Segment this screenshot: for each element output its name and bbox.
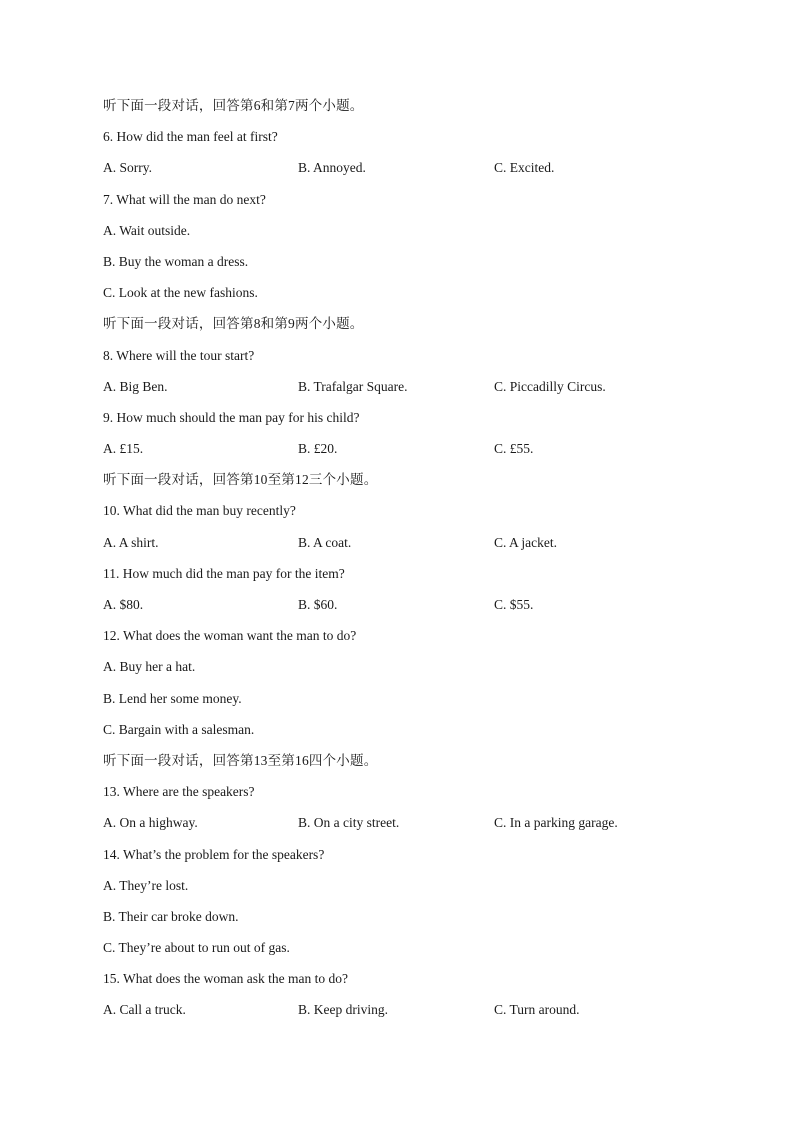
options-row-11 (103, 595, 723, 626)
option-a: A. They’re lost. (103, 877, 189, 893)
options-row-6 (103, 158, 723, 189)
question-11: 11. How much did the man pay for the item? (103, 565, 345, 581)
section-instruction: 听下面一段对话，回答第8和第9两个小题。 (103, 316, 364, 332)
options-row-15 (103, 1000, 723, 1031)
option-b: B. Their car broke down. (103, 908, 239, 924)
option-c: C. Look at the new fashions. (103, 285, 258, 301)
section-instruction: 听下面一段对话，回答第13至第16四个小题。 (103, 752, 378, 768)
option-b: B. Buy the woman a dress. (103, 253, 249, 269)
question-10: 10. What did the man buy recently? (103, 503, 296, 519)
question-13: 13. Where are the speakers? (103, 784, 255, 800)
question-6: 6. How did the man feel at first? (103, 129, 278, 145)
option-c: C. £55. (494, 441, 534, 457)
options-row-13 (103, 813, 723, 844)
option-a: A. Big Ben. (103, 378, 168, 394)
option-a: A. Call a truck. (103, 1002, 186, 1018)
option-b: B. £20. (298, 441, 338, 457)
question-8: 8. Where will the tour start? (103, 347, 255, 363)
option-b: B. Lend her some money. (103, 690, 242, 706)
section-instruction: 听下面一段对话，回答第10至第12三个小题。 (103, 472, 378, 488)
question-9: 9. How much should the man pay for his child? (103, 409, 360, 425)
option-a: A. A shirt. (103, 534, 159, 550)
option-b: B. $60. (298, 597, 338, 612)
option-c: C. Bargain with a salesman. (103, 721, 255, 737)
option-c: C. They’re about to run out of gas. (103, 940, 290, 956)
option-a: A. On a highway. (103, 815, 198, 831)
section-instruction: 听下面一段对话，回答第6和第7两个小题。 (103, 98, 364, 113)
option-b: B. On a city street. (298, 815, 400, 831)
option-b: B. Keep driving. (298, 1002, 388, 1018)
option-b: B. Annoyed. (298, 160, 366, 176)
option-c: C. Excited. (494, 160, 555, 176)
question-7: 7. What will the man do next? (103, 191, 266, 207)
options-row-10 (103, 533, 723, 564)
option-a: A. Sorry. (103, 160, 152, 176)
option-a: A. £15. (103, 441, 144, 457)
option-a: A. Wait outside. (103, 222, 191, 238)
option-c: C. In a parking garage. (494, 815, 618, 831)
option-c: C. Turn around. (494, 1002, 580, 1018)
option-c: C. $55. (494, 597, 534, 612)
option-a: A. $80. (103, 597, 144, 612)
option-c: C. A jacket. (494, 534, 557, 550)
option-a: A. Buy her a hat. (103, 659, 196, 675)
listening-section (103, 96, 723, 1032)
option-b: B. Trafalgar Square. (298, 378, 408, 394)
question-15: 15. What does the woman ask the man to do? (103, 971, 348, 987)
options-row-8 (103, 377, 723, 408)
question-14: 14. What’s the problem for the speakers? (103, 846, 325, 862)
option-b: B. A coat. (298, 534, 352, 550)
question-12: 12. What does the woman want the man to do? (103, 628, 357, 644)
option-c: C. Piccadilly Circus. (494, 378, 606, 394)
options-row-9 (103, 439, 723, 470)
